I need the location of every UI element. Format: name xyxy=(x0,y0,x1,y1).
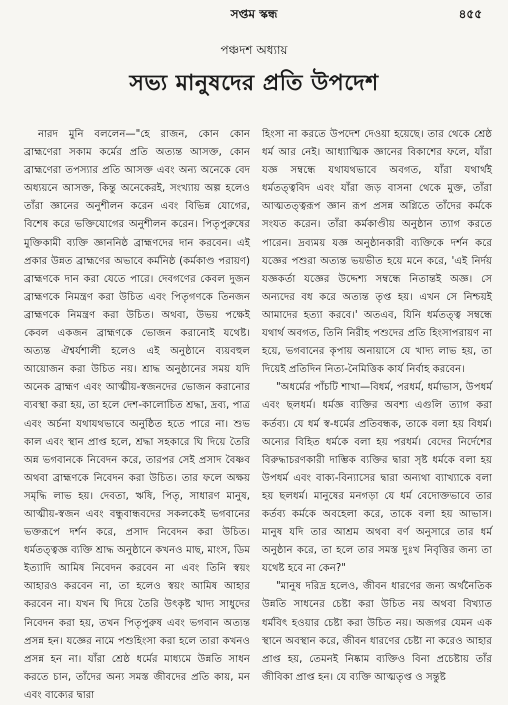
page-header xyxy=(0,6,508,24)
right-column xyxy=(262,126,492,687)
chapter-heading: পঞ্চদশ অধ্যায় xyxy=(220,43,288,57)
paragraph: "অধর্মের পাঁচটি শাখা—বিধর্ম, পরধর্ম, ধর্মাভাস, উপধর্ম এবং ছলধর্ম। ধর্মজ্ঞ ব্যক্তির অবশ্য এগুলি ত্যাগ করা কর্তব্য। যে ধর্ম স্ব-ধর্মের প্রতিবন্ধক, তাকে বলা হয় বিধর্ম। অন্যের বিহিত ধর্মকে বলা হয় পরধর্ম। বেদের নির্দেশের বিরুদ্ধাচরণকারী দাম্ভিক ব্যক্তির দ্বারা সৃষ্ট ধর্মকে বলা হয় উপধর্ম এবং বাক্য-বিন্যাসের দ্বারা অন্যথা ব্যাখ্যাকে বলা হয় ছলধর্ম। মানুষের মনগড়া যে ধর্ম বেদোক্তভাবে তার কর্তব্য কর্মকে অবহেলা করে, তাকে বলা হয় আভাস। মানুষ যদি তার আশ্রম অথবা বর্ণ অনুসারে তার ধর্ম অনুষ্ঠান করে, তা হলে তার সমস্ত দুঃখ নিবৃত্তির জন্য তা যথেষ্ট হবে না কেন?" xyxy=(262,382,492,575)
paragraph: হিংসা না করতে উপদেশ দেওয়া হয়েছে। তার থেকে শ্রেষ্ঠ ধর্ম আর নেই। আধ্যাত্মিক জ্ঞানের বিকাশের ফলে, যাঁরা যজ্ঞ সম্বন্ধে যথাযথভাবে অবগত, যাঁরা যথার্থই ধর্মতত্ত্ববিদ এবং যাঁরা জড় বাসনা থেকে মুক্ত, তাঁরা আত্মতত্ত্বরূপ জ্ঞান রূপ প্রসন্ন অগ্নিতে তাঁদের কর্মকে সংযত করেন। তাঁরা কর্মকাণ্ডীয় অনুষ্ঠান ত্যাগ করতে পারেন। দ্রব্যময় যজ্ঞ অনুষ্ঠানকারী ব্যক্তিকে দর্শন করে যজ্ঞের পশুরা অত্যন্ত ভয়ভীত হয়ে মনে করে, 'এই নির্দয় যজ্ঞকর্তা যজ্ঞের উদ্দেশ্য সম্বন্ধে নিতান্তই অজ্ঞ। সে অন্যদের বধ করে অত্যন্ত তৃপ্ত হয়। এখন সে নিশ্চয়ই আমাদের হত্যা করবে।' অতএব, যিনি ধর্মতত্ত্ব সম্বন্ধে যথার্থ অবগত, তিনি নিরীহ পশুদের প্রতি হিংসাপরায়ণ না হয়ে, ভগবানের কৃপায় অনায়াসে যে খাদ্য লাভ হয়, তা দিয়েই প্রতিদিন নিত্য-নৈমিত্তিক কার্য নির্বাহ করবেন। xyxy=(262,129,492,376)
page-number: ৪৫৫ xyxy=(458,7,482,21)
running-head: সপ্তম স্কন্ধ xyxy=(230,7,278,21)
left-column xyxy=(24,126,250,705)
chapter-title: সভ্য মানুষদের প্রতি উপদেশ xyxy=(129,71,379,96)
paragraph: "মানুষ দরিদ্র হলেও, জীবন ধারণের জন্য অর্থনৈতিক উন্নতি সাধনের চেষ্টা করা উচিত নয় অথবা বিখ্যাত ধর্মবিৎ হওয়ার চেষ্টা করা উচিত নয়। অজগর যেমন এক স্থানে অবস্থান করে, জীবন ধারণের চেষ্টা না করেও আহার প্রাপ্ত হয়, তেমনই নিষ্কাম ব্যক্তিও বিনা প্রচেষ্টায় তাঁর জীবিকা প্রাপ্ত হন। যে ব্যক্তি আত্মতৃপ্ত ও সন্তুষ্ট xyxy=(262,581,492,683)
paragraph: নারদ মুনি বললেন—"হে রাজন, কোন কোন ব্রাহ্মণেরা সকাম কর্মের প্রতি অত্যন্ত আসক্ত, কোন ব্রাহ্মণেরা তপস্যার প্রতি আসক্ত এবং অন্য অনেকে বেদ অধ্যয়নে আসক্ত, কিন্তু অনেকেরই, সংখ্যায় অল্প হলেও তাঁরা জ্ঞানের অনুশীলন করেন এবং বিভিন্ন যোগের, বিশেষ করে ভক্তিযোগের অনুশীলন করেন। পিতৃপুরুষের মুক্তিকামী ব্যক্তি জ্ঞাননিষ্ঠ ব্রাহ্মণদের দান করবেন। এই প্রকার উন্নত ব্রাহ্মণের অভাবে কর্মনিষ্ঠ (কর্মকাণ্ড পরায়ণ) ব্রাহ্মণকে দান করা যেতে পারে। দেবগণের কেবল দুজন ব্রাহ্মণকে নিমন্ত্রণ করা উচিত এবং পিতৃগণকে তিনজন ব্রাহ্মণকে নিমন্ত্রণ করা উচিত। অথবা, উভয় পক্ষেই কেবল একজন ব্রাহ্মণকে ভোজন করানোই যথেষ্ট। অত্যন্ত ঐশ্বর্যশালী হলেও এই অনুষ্ঠানে ব্যয়বহুল আয়োজন করা উচিত নয়। শ্রাদ্ধ অনুষ্ঠানের সময় যদি অনেক ব্রাহ্মণ এবং আত্মীয়-স্বজনদের ভোজন করানোর ব্যবস্থা করা হয়, তা হলে দেশ-কালোচিত শ্রদ্ধা, দ্রব্য, পাত্র এবং অর্চনা যথাযথভাবে অনুষ্ঠিত হতে পারে না। শুভ কাল এবং স্থান প্রাপ্ত হলে, শ্রদ্ধা সহকারে ঘি দিয়ে তৈরি অন্ন ভগবানকে নিবেদন করে, তারপর সেই প্রসাদ বৈষ্ণব অথবা ব্রাহ্মণকে নিবেদন করা উচিত। তার ফলে অক্ষয় সমৃদ্ধি লাভ হয়। দেবতা, ঋষি, পিতৃ, সাধারণ মানুষ, আত্মীয়-স্বজন এবং বন্ধুবান্ধবদের সকলকেই ভগবানের ভক্তরূপে দর্শন করে, প্রসাদ নিবেদন করা উচিত। ধর্মতত্ত্বজ্ঞ ব্যক্তি শ্রাদ্ধ অনুষ্ঠানে কখনও মাছ, মাংস, ডিম ইত্যাদি আমিষ নিবেদন করবেন না এবং তিনি স্বয়ং আহারও করবেন না, তা হলেও স্বয়ং আমিষ আহার করবেন না। যখন ঘি দিয়ে তৈরি উৎকৃষ্ট খাদ্য সাধুদের নিবেদন করা হয়, তখন পিতৃপুরুষ এবং ভগবান অত্যন্ত প্রসন্ন হন। যজ্ঞের নামে পশুহিংসা করা হলে তারা কখনও প্রসন্ন হন না। যাঁরা শ্রেষ্ঠ ধর্মের মাধ্যমে উন্নতি সাধন করতে চান, তাঁদের অন্য সমস্ত জীবদের প্রতি কায়, মন এবং বাক্যের দ্বারা xyxy=(24,129,250,701)
column-gutter xyxy=(254,126,255,666)
